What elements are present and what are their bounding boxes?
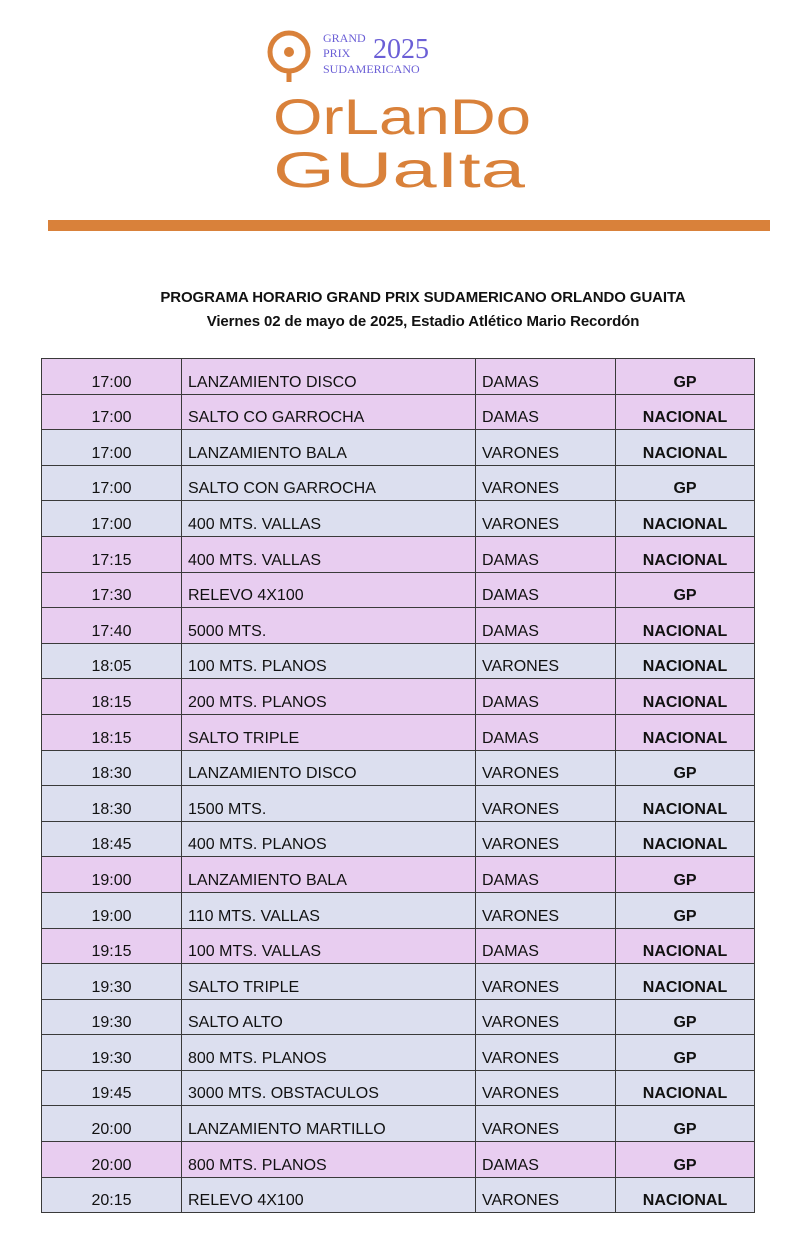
gender-cell: VARONES bbox=[476, 750, 616, 786]
time-cell: 17:00 bbox=[42, 465, 182, 501]
event-cell: 400 MTS. VALLAS bbox=[182, 536, 476, 572]
gender-cell: DAMAS bbox=[476, 714, 616, 750]
logo-text-guaita: GUaIta bbox=[273, 142, 526, 198]
event-cell: RELEVO 4X100 bbox=[182, 1177, 476, 1213]
time-cell: 17:15 bbox=[42, 536, 182, 572]
table-row bbox=[42, 1106, 755, 1142]
category-cell: GP bbox=[616, 999, 755, 1035]
header-divider bbox=[48, 220, 770, 231]
table-row bbox=[42, 608, 755, 644]
event-cell: LANZAMIENTO DISCO bbox=[182, 750, 476, 786]
table-row bbox=[42, 1142, 755, 1178]
time-cell: 17:40 bbox=[42, 608, 182, 644]
time-cell: 19:30 bbox=[42, 1035, 182, 1071]
event-cell: 100 MTS. VALLAS bbox=[182, 928, 476, 964]
event-cell: RELEVO 4X100 bbox=[182, 572, 476, 608]
category-cell: GP bbox=[616, 359, 755, 395]
event-cell: 3000 MTS. OBSTACULOS bbox=[182, 1070, 476, 1106]
gender-cell: VARONES bbox=[476, 643, 616, 679]
gender-cell: VARONES bbox=[476, 1106, 616, 1142]
table-row bbox=[42, 964, 755, 1000]
category-cell: NACIONAL bbox=[616, 714, 755, 750]
time-cell: 19:00 bbox=[42, 892, 182, 928]
gender-cell: DAMAS bbox=[476, 679, 616, 715]
time-cell: 18:15 bbox=[42, 679, 182, 715]
gender-cell: VARONES bbox=[476, 465, 616, 501]
event-logo bbox=[265, 22, 540, 202]
schedule-table bbox=[41, 358, 755, 1213]
logo-text-grand: GRAND bbox=[323, 31, 366, 45]
time-cell: 17:00 bbox=[42, 501, 182, 537]
time-cell: 19:30 bbox=[42, 964, 182, 1000]
event-cell: LANZAMIENTO BALA bbox=[182, 857, 476, 893]
table-row bbox=[42, 892, 755, 928]
category-cell: NACIONAL bbox=[616, 1177, 755, 1213]
time-cell: 20:00 bbox=[42, 1142, 182, 1178]
category-cell: NACIONAL bbox=[616, 536, 755, 572]
category-cell: NACIONAL bbox=[616, 643, 755, 679]
table-row bbox=[42, 821, 755, 857]
event-cell: SALTO CO GARROCHA bbox=[182, 394, 476, 430]
category-cell: NACIONAL bbox=[616, 821, 755, 857]
gender-cell: VARONES bbox=[476, 430, 616, 466]
time-cell: 19:00 bbox=[42, 857, 182, 893]
gender-cell: VARONES bbox=[476, 892, 616, 928]
time-cell: 18:30 bbox=[42, 750, 182, 786]
time-cell: 17:00 bbox=[42, 394, 182, 430]
category-cell: GP bbox=[616, 1106, 755, 1142]
page-subtitle: Viernes 02 de mayo de 2025, Estadio Atlético Mario Recordón bbox=[206, 313, 640, 330]
table-row bbox=[42, 714, 755, 750]
category-cell: GP bbox=[616, 1142, 755, 1178]
time-cell: 17:00 bbox=[42, 430, 182, 466]
event-cell: 800 MTS. PLANOS bbox=[182, 1035, 476, 1071]
category-cell: GP bbox=[616, 857, 755, 893]
event-cell: SALTO ALTO bbox=[182, 999, 476, 1035]
category-cell: GP bbox=[616, 1035, 755, 1071]
table-row bbox=[42, 643, 755, 679]
table-row bbox=[42, 501, 755, 537]
category-cell: GP bbox=[616, 892, 755, 928]
event-cell: 800 MTS. PLANOS bbox=[182, 1142, 476, 1178]
category-cell: GP bbox=[616, 750, 755, 786]
category-cell: NACIONAL bbox=[616, 964, 755, 1000]
category-cell: NACIONAL bbox=[616, 679, 755, 715]
table-row bbox=[42, 857, 755, 893]
table-row bbox=[42, 1070, 755, 1106]
gender-cell: VARONES bbox=[476, 964, 616, 1000]
table-row bbox=[42, 359, 755, 395]
table-row bbox=[42, 679, 755, 715]
gender-cell: DAMAS bbox=[476, 359, 616, 395]
logo-text-orlando: OrLanDo bbox=[273, 89, 531, 145]
gender-cell: DAMAS bbox=[476, 1142, 616, 1178]
table-row bbox=[42, 536, 755, 572]
time-cell: 19:45 bbox=[42, 1070, 182, 1106]
event-cell: 400 MTS. PLANOS bbox=[182, 821, 476, 857]
time-cell: 18:05 bbox=[42, 643, 182, 679]
logo-text-year: 2025 bbox=[373, 34, 429, 65]
table-row bbox=[42, 999, 755, 1035]
event-cell: SALTO TRIPLE bbox=[182, 964, 476, 1000]
gender-cell: DAMAS bbox=[476, 608, 616, 644]
category-cell: NACIONAL bbox=[616, 608, 755, 644]
logo-text-sudamericano: SUDAMERICANO bbox=[323, 62, 420, 76]
time-cell: 18:45 bbox=[42, 821, 182, 857]
event-cell: LANZAMIENTO DISCO bbox=[182, 359, 476, 395]
table-row bbox=[42, 750, 755, 786]
logo-text-prix: PRIX bbox=[323, 46, 351, 60]
category-cell: NACIONAL bbox=[616, 1070, 755, 1106]
gender-cell: DAMAS bbox=[476, 928, 616, 964]
table-row bbox=[42, 394, 755, 430]
gender-cell: DAMAS bbox=[476, 394, 616, 430]
event-cell: 5000 MTS. bbox=[182, 608, 476, 644]
time-cell: 18:15 bbox=[42, 714, 182, 750]
event-cell: SALTO TRIPLE bbox=[182, 714, 476, 750]
time-cell: 19:30 bbox=[42, 999, 182, 1035]
time-cell: 19:15 bbox=[42, 928, 182, 964]
logo-ring-dot-icon bbox=[284, 47, 294, 57]
table-row bbox=[42, 786, 755, 822]
category-cell: NACIONAL bbox=[616, 928, 755, 964]
category-cell: NACIONAL bbox=[616, 430, 755, 466]
time-cell: 20:00 bbox=[42, 1106, 182, 1142]
gender-cell: VARONES bbox=[476, 1177, 616, 1213]
event-cell: 1500 MTS. bbox=[182, 786, 476, 822]
event-cell: LANZAMIENTO BALA bbox=[182, 430, 476, 466]
category-cell: NACIONAL bbox=[616, 501, 755, 537]
gender-cell: VARONES bbox=[476, 501, 616, 537]
event-cell: LANZAMIENTO MARTILLO bbox=[182, 1106, 476, 1142]
gender-cell: VARONES bbox=[476, 786, 616, 822]
time-cell: 20:15 bbox=[42, 1177, 182, 1213]
time-cell: 17:30 bbox=[42, 572, 182, 608]
schedule-body bbox=[42, 359, 755, 1213]
gender-cell: VARONES bbox=[476, 999, 616, 1035]
category-cell: NACIONAL bbox=[616, 786, 755, 822]
time-cell: 18:30 bbox=[42, 786, 182, 822]
gender-cell: VARONES bbox=[476, 821, 616, 857]
event-cell: 100 MTS. PLANOS bbox=[182, 643, 476, 679]
event-cell: 200 MTS. PLANOS bbox=[182, 679, 476, 715]
event-cell: SALTO CON GARROCHA bbox=[182, 465, 476, 501]
gender-cell: VARONES bbox=[476, 1070, 616, 1106]
table-row bbox=[42, 430, 755, 466]
event-cell: 110 MTS. VALLAS bbox=[182, 892, 476, 928]
table-row bbox=[42, 465, 755, 501]
category-cell: NACIONAL bbox=[616, 394, 755, 430]
gender-cell: VARONES bbox=[476, 1035, 616, 1071]
table-row bbox=[42, 572, 755, 608]
gender-cell: DAMAS bbox=[476, 857, 616, 893]
table-row bbox=[42, 928, 755, 964]
table-row bbox=[42, 1035, 755, 1071]
time-cell: 17:00 bbox=[42, 359, 182, 395]
event-cell: 400 MTS. VALLAS bbox=[182, 501, 476, 537]
gender-cell: DAMAS bbox=[476, 536, 616, 572]
table-row bbox=[42, 1177, 755, 1213]
gender-cell: DAMAS bbox=[476, 572, 616, 608]
category-cell: GP bbox=[616, 572, 755, 608]
category-cell: GP bbox=[616, 465, 755, 501]
page-title: PROGRAMA HORARIO GRAND PRIX SUDAMERICANO ORLANDO GUAITA bbox=[160, 289, 686, 306]
